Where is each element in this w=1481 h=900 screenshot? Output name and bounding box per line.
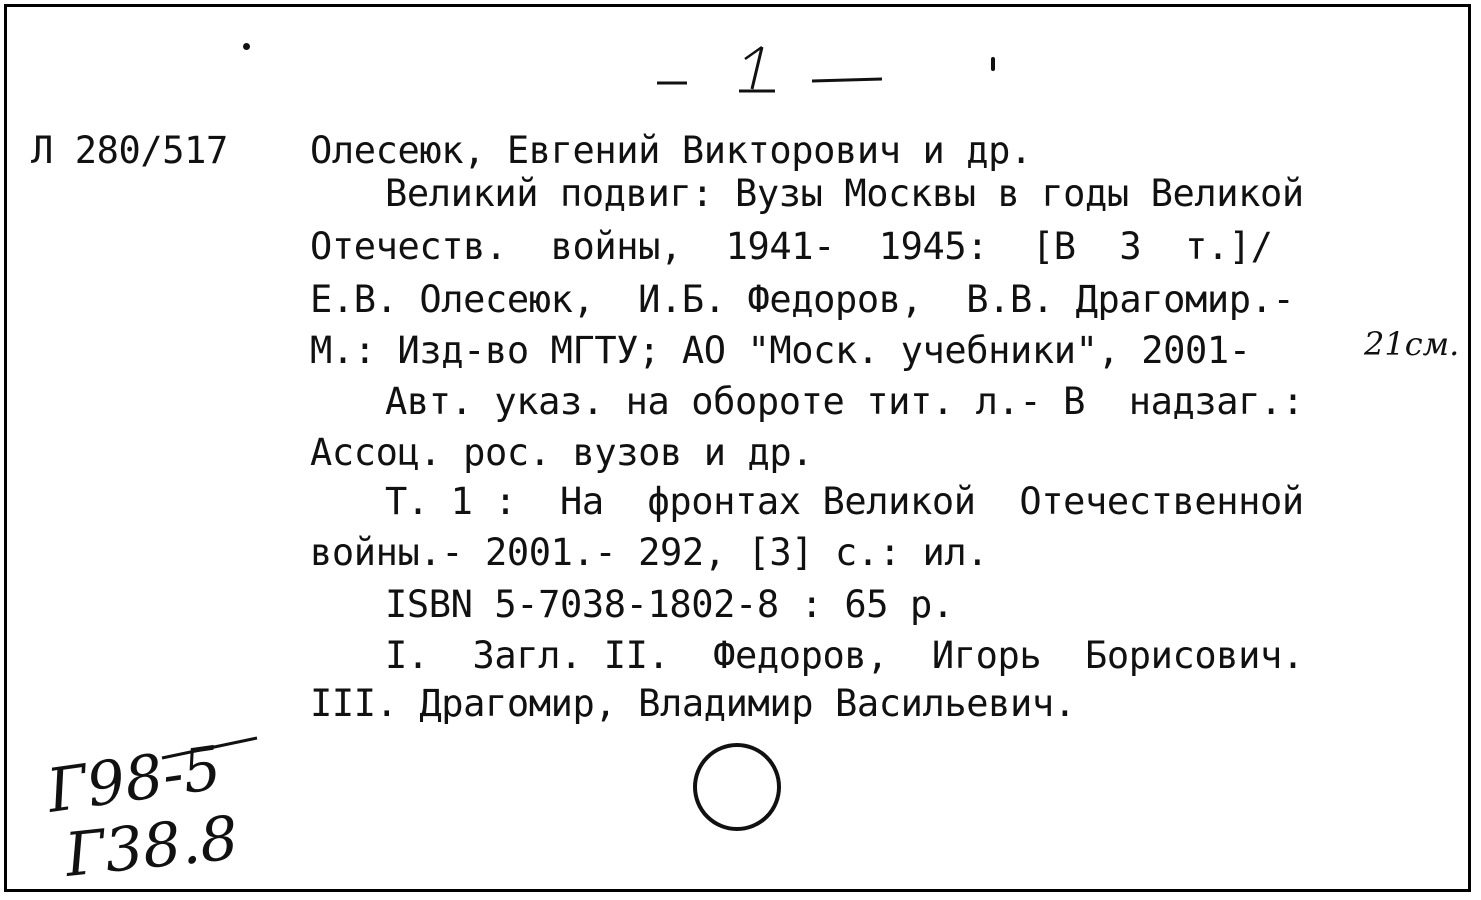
title-line-3: Е.В. Олесеюк, И.Б. Федоров, В.В. Драгомир.-	[310, 278, 1295, 321]
author-line: Олесеюк, Евгений Викторович и др.	[310, 129, 1032, 172]
volume-line-2: войны.- 2001.- 292, [3] с.: ил.	[310, 531, 989, 574]
note-line-2: Ассоц. рос. вузов и др.	[310, 431, 814, 474]
shelfmark: Л 280/517	[31, 129, 228, 172]
handwritten-underline-stroke	[157, 733, 267, 763]
title-line-2: Отечеств. войны, 1941- 1945: [В 3 т.]/	[310, 225, 1273, 268]
headings-line-2: III. Драгомир, Владимир Васильевич.	[310, 682, 1076, 725]
volume-line-1: Т. 1 : На фронтах Великой Отечественной	[385, 480, 1304, 523]
handwritten-code-1: Г98-5	[42, 733, 226, 827]
punch-hole-circle	[682, 737, 792, 837]
punch-dot-left	[243, 43, 250, 50]
headings-line-1: I. Загл. II. Федоров, Игорь Борисович.	[385, 634, 1304, 677]
title-line-1: Великий подвиг: Вузы Москвы в годы Великой	[385, 172, 1304, 215]
page-number	[7, 7, 8, 8]
imprint-line: М.: Изд-во МГТУ; АО "Моск. учебники", 2001-	[310, 329, 1251, 372]
handwritten-size-note: 21см.	[1364, 325, 1460, 363]
note-line-1: Авт. указ. на обороте тит. л.- В надзаг.:	[385, 380, 1304, 423]
catalog-card	[4, 4, 1471, 892]
page-number-mark	[647, 37, 907, 107]
punch-dot-right	[991, 57, 995, 71]
handwritten-code-2: Г38.8	[61, 803, 242, 891]
isbn-line: ISBN 5-7038-1802-8 : 65 р.	[385, 583, 954, 626]
